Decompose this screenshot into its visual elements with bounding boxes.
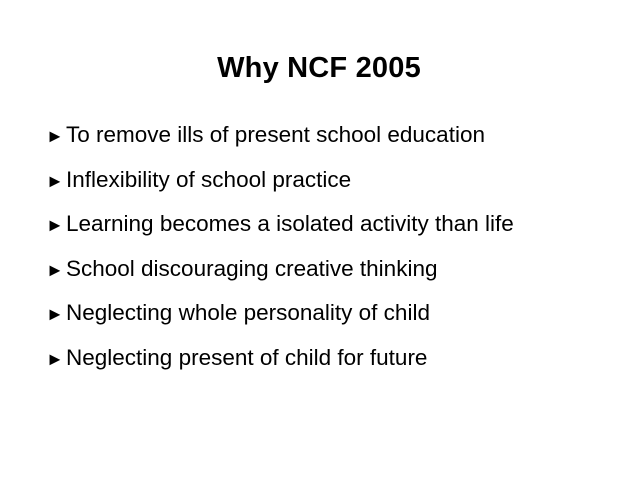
- bullet-item: [46, 296, 514, 341]
- triangle-bullet-icon: ►: [46, 215, 64, 236]
- bullet-item: [46, 252, 514, 297]
- bullet-item: [46, 118, 514, 163]
- triangle-bullet-icon: ►: [46, 259, 64, 280]
- bullet-list: [46, 118, 514, 386]
- triangle-bullet-icon: ►: [46, 304, 64, 325]
- bullet-text: Neglecting whole personality of child: [66, 300, 430, 326]
- bullet-item: [46, 163, 514, 208]
- slide-title: Why NCF 2005: [217, 52, 421, 84]
- bullet-text: School discouraging creative thinking: [66, 255, 438, 281]
- triangle-bullet-icon: ►: [46, 170, 64, 191]
- bullet-text: Learning becomes a isolated activity than life: [66, 211, 514, 237]
- bullet-text: Neglecting present of child for future: [66, 344, 428, 370]
- triangle-bullet-icon: ►: [46, 126, 64, 146]
- bullet-item: [46, 207, 514, 252]
- bullet-item: [46, 341, 514, 386]
- bullet-text: Inflexibility of school practice: [66, 166, 352, 192]
- bullet-text: To remove ills of present school education: [66, 122, 485, 147]
- triangle-bullet-icon: ►: [46, 348, 64, 369]
